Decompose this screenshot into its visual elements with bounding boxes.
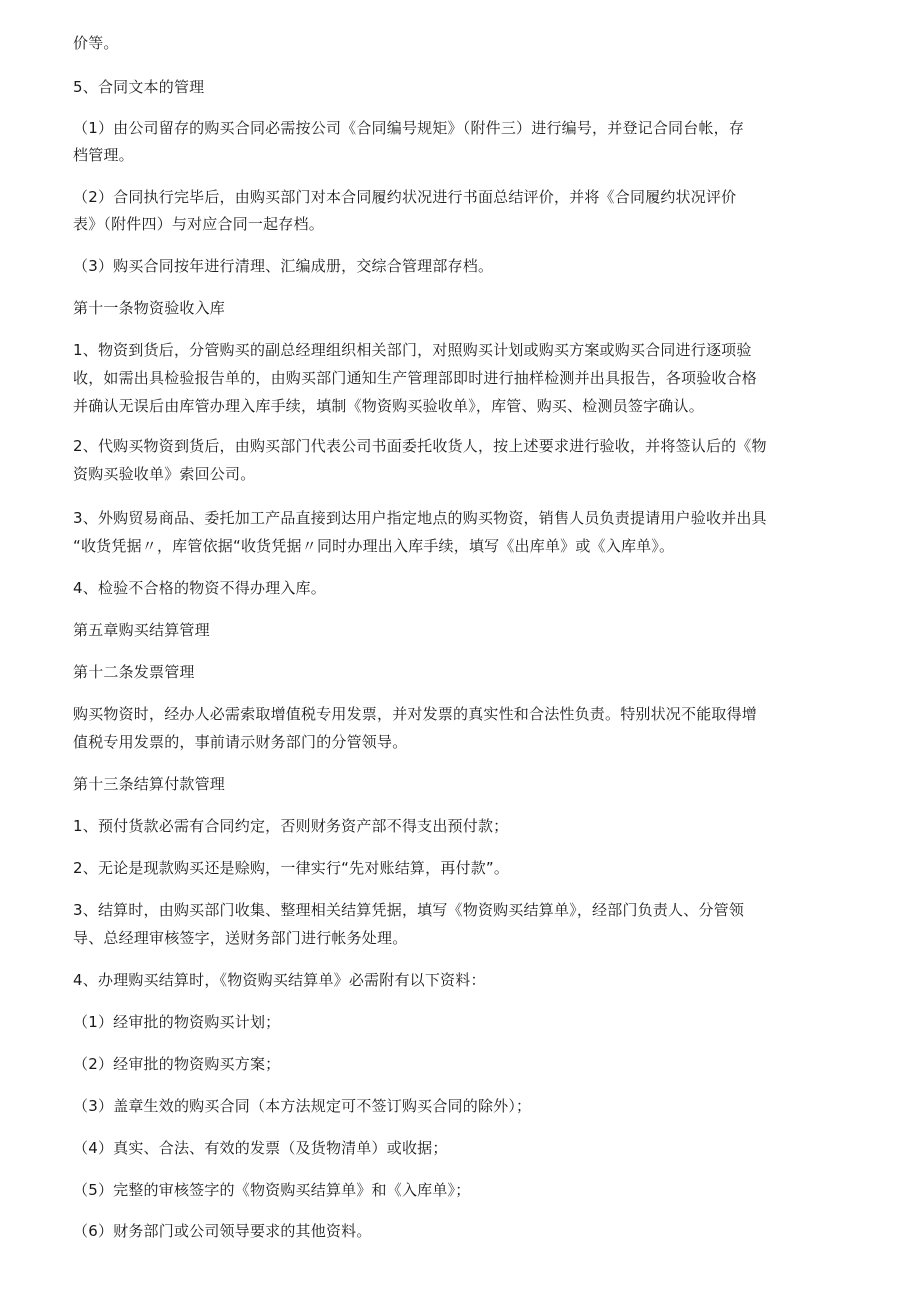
text-line: 2、代购买物资到货后，由购买部门代表公司书面委托收货人，按上述要求进行验收，并将签认后的《物 [73, 437, 767, 455]
text-line: 4、办理购买结算时，《物资购买结算单》必需附有以下资料： [73, 971, 486, 989]
text-line: 购买物资时，经办人必需索取增值税专用发票，并对发票的真实性和合法性负责。特别状况不能取得增 [73, 705, 758, 723]
text-line: 并确认无误后由库管办理入库手续，填制《物资购买验收单》，库管、购买、检测员签字确认。 [73, 397, 704, 415]
text-line: 2、无论是现款购买还是赊购，一律实行“先对账结算，再付款”。 [73, 859, 510, 877]
text-line: 4、检验不合格的物资不得办理入库。 [73, 579, 326, 597]
text-line: 1、物资到货后，分管购买的副总经理组织相关部门，对照购买计划或购买方案或购买合同进行逐项验 [73, 341, 752, 359]
text-line: 值税专用发票的，事前请示财务部门的分管领导。 [73, 733, 408, 751]
list-item: （2）经审批的物资购买方案； [73, 1055, 281, 1073]
text-line: 资购买验收单》索回公司。 [73, 465, 256, 483]
section-heading: 第十二条发票管理 [73, 663, 195, 681]
text-line: 收，如需出具检验报告单的，由购买部门通知生产管理部即时进行抽样检测并出具报告，各项验收合格 [73, 369, 758, 387]
text-line: 档管理。 [73, 146, 134, 164]
text-line: （1）由公司留存的购买合同必需按公司《合同编号规矩》（附件三）进行编号，并登记合同台帐，存 [73, 119, 745, 137]
text-line: 表》（附件四）与对应合同一起存档。 [73, 215, 324, 233]
chapter-heading: 第五章购买结算管理 [73, 621, 210, 639]
section-heading: 第十一条物资验收入库 [73, 299, 226, 317]
text-line: 5、合同文本的管理 [73, 78, 205, 96]
text-line: 3、结算时，由购买部门收集、整理相关结算凭据，填写《物资购买结算单》，经部门负责人、分管领 [73, 901, 745, 919]
text-line: 价等。 [73, 34, 119, 52]
list-item: （5）完整的审核签字的《物资购买结算单》和《入库单》； [73, 1181, 471, 1199]
text-line: 导、总经理审核签字，送财务部门进行帐务处理。 [73, 929, 408, 947]
list-item: （3）盖章生效的购买合同（本方法规定可不签订购买合同的除外）； [73, 1097, 532, 1115]
text-line: 1、预付货款必需有合同约定，否则财务资产部不得支出预付款； [73, 817, 509, 835]
section-heading: 第十三条结算付款管理 [73, 775, 226, 793]
list-item: （6）财务部门或公司领导要求的其他资料。 [73, 1222, 372, 1240]
list-item: （1）经审批的物资购买计划； [73, 1013, 281, 1031]
text-line: 3、外购贸易商品、委托加工产品直接到达用户指定地点的购买物资，销售人员负责提请用户验收并出具 [73, 509, 767, 527]
text-line: “收货凭据〃，库管依据“收货凭据〃同时办理出入库手续，填写《出库单》或《入库单》。 [73, 537, 675, 555]
text-line: （2）合同执行完毕后，由购买部门对本合同履约状况进行书面总结评价，并将《合同履约状况评价 [73, 188, 737, 206]
list-item: （4）真实、合法、有效的发票（及货物清单）或收据； [73, 1139, 448, 1157]
text-line: （3）购买合同按年进行清理、汇编成册，交综合管理部存档。 [73, 257, 494, 275]
